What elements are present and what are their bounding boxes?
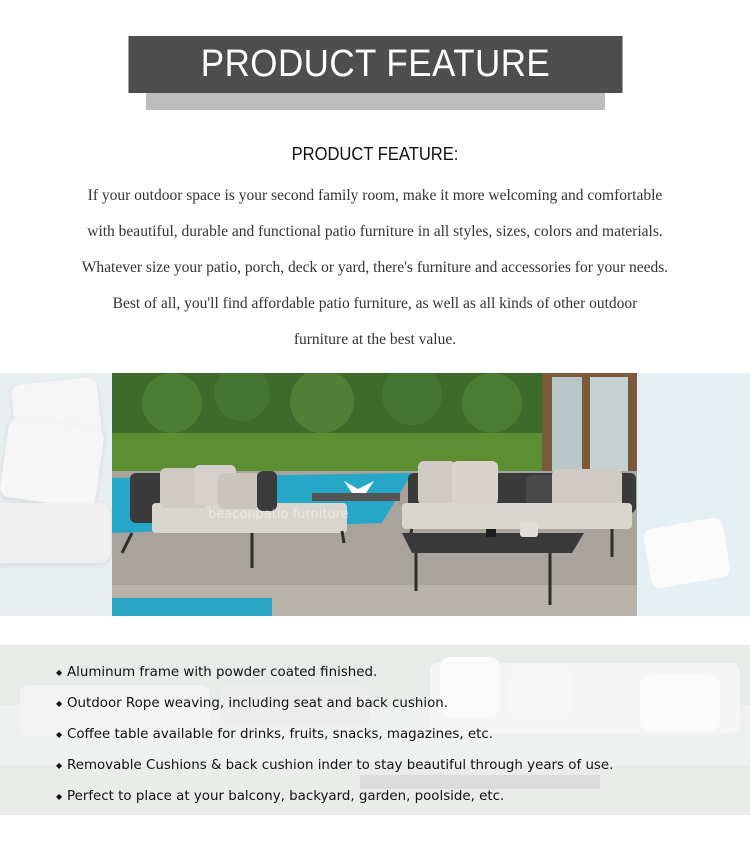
intro-paragraph xyxy=(20,178,730,358)
list-item xyxy=(56,657,613,688)
faded-sofa-image-right xyxy=(637,373,750,616)
intro-line: Whatever size your patio, porch, deck or yard, there's furniture and accessories for your needs. xyxy=(81,259,669,276)
page-title-banner: PRODUCT FEATURE xyxy=(128,36,622,93)
list-item xyxy=(56,781,613,812)
banner-shadow xyxy=(146,90,605,110)
intro-line: If your outdoor space is your second family room, make it more welcoming and comfortable xyxy=(87,187,663,204)
section-heading: PRODUCT FEATURE: xyxy=(291,144,459,164)
feature-text: Outdoor Rope weaving, including seat and back cushion. xyxy=(67,696,449,711)
photo-watermark: beaconpatio furniture xyxy=(208,507,349,522)
faded-cushion xyxy=(642,517,731,590)
diamond-bullet-icon: ◆ xyxy=(56,730,63,739)
feature-text: Perfect to place at your balcony, backyard, garden, poolside, etc. xyxy=(67,789,505,804)
feature-text: Coffee table available for drinks, fruits, snacks, magazines, etc. xyxy=(67,727,493,742)
sofa-set-photo xyxy=(112,373,637,616)
diamond-bullet-icon: ◆ xyxy=(56,668,63,677)
list-item xyxy=(56,719,613,750)
product-photo-band xyxy=(0,373,750,616)
diamond-bullet-icon: ◆ xyxy=(56,761,63,770)
intro-line: Best of all, you'll find affordable patio furniture, as well as all kinds of other outdoor xyxy=(112,295,638,312)
feature-text: Removable Cushions & back cushion inder to stay beautiful through years of use. xyxy=(67,758,614,773)
faded-sofa-image-left xyxy=(0,373,112,616)
list-item xyxy=(56,688,613,719)
intro-line: with beautiful, durable and functional patio furniture in all styles, sizes, colors and materials. xyxy=(87,223,663,240)
diamond-bullet-icon: ◆ xyxy=(56,792,63,801)
list-item xyxy=(56,750,613,781)
intro-line: furniture at the best value. xyxy=(293,331,457,348)
faded-cushion xyxy=(0,503,110,563)
faded-cushion xyxy=(0,417,105,510)
feature-list xyxy=(56,657,613,812)
feature-text: Aluminum frame with powder coated finished. xyxy=(67,665,378,680)
features-section xyxy=(0,645,750,815)
diamond-bullet-icon: ◆ xyxy=(56,699,63,708)
